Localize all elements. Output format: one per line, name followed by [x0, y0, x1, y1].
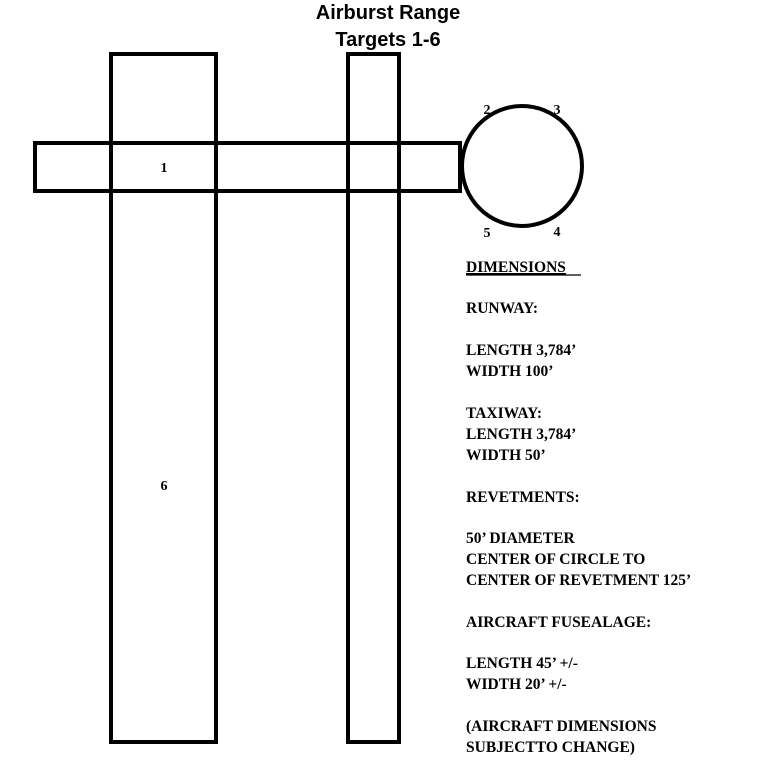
revetments-heading: REVETMENTS:	[466, 489, 580, 506]
target-label-4: 4	[553, 225, 561, 240]
target-label-5: 5	[483, 226, 491, 241]
taxiway-strip	[348, 54, 399, 742]
revetments-line2: CENTER OF CIRCLE TO	[466, 551, 646, 568]
revetments-line3: CENTER OF REVETMENT 125’	[466, 572, 692, 589]
target-label-1: 1	[160, 161, 168, 176]
runway-heading: RUNWAY:	[466, 300, 539, 317]
crossing-strip	[35, 143, 460, 191]
target-label-2: 2	[483, 103, 491, 118]
taxiway-width: WIDTH 50’	[466, 447, 546, 464]
dimensions-heading: DIMENSIONS	[466, 259, 566, 276]
revetment-circle	[462, 106, 582, 226]
fuselage-width: WIDTH 20’ +/-	[466, 676, 567, 693]
dimensions-note-line2: SUBJECTTO CHANGE)	[466, 739, 635, 756]
diagram-title-line2: Targets 1-6	[335, 29, 441, 51]
taxiway-length: LENGTH 3,784’	[466, 426, 577, 443]
taxiway-heading: TAXIWAY:	[466, 405, 543, 422]
fuselage-heading: AIRCRAFT FUSEALAGE:	[466, 614, 652, 631]
runway-length: LENGTH 3,784’	[466, 342, 577, 359]
target-label-6: 6	[160, 479, 168, 494]
dimensions-note-line1: (AIRCRAFT DIMENSIONS	[466, 718, 657, 735]
runway-width: WIDTH 100’	[466, 363, 554, 380]
fuselage-length: LENGTH 45’ +/-	[466, 655, 578, 672]
diagram-title-line1: Airburst Range	[315, 2, 461, 24]
dimensions-panel	[466, 259, 691, 756]
runway-strip	[111, 54, 216, 742]
target-label-3: 3	[553, 103, 561, 118]
revetments-diameter: 50’ DIAMETER	[466, 530, 575, 547]
